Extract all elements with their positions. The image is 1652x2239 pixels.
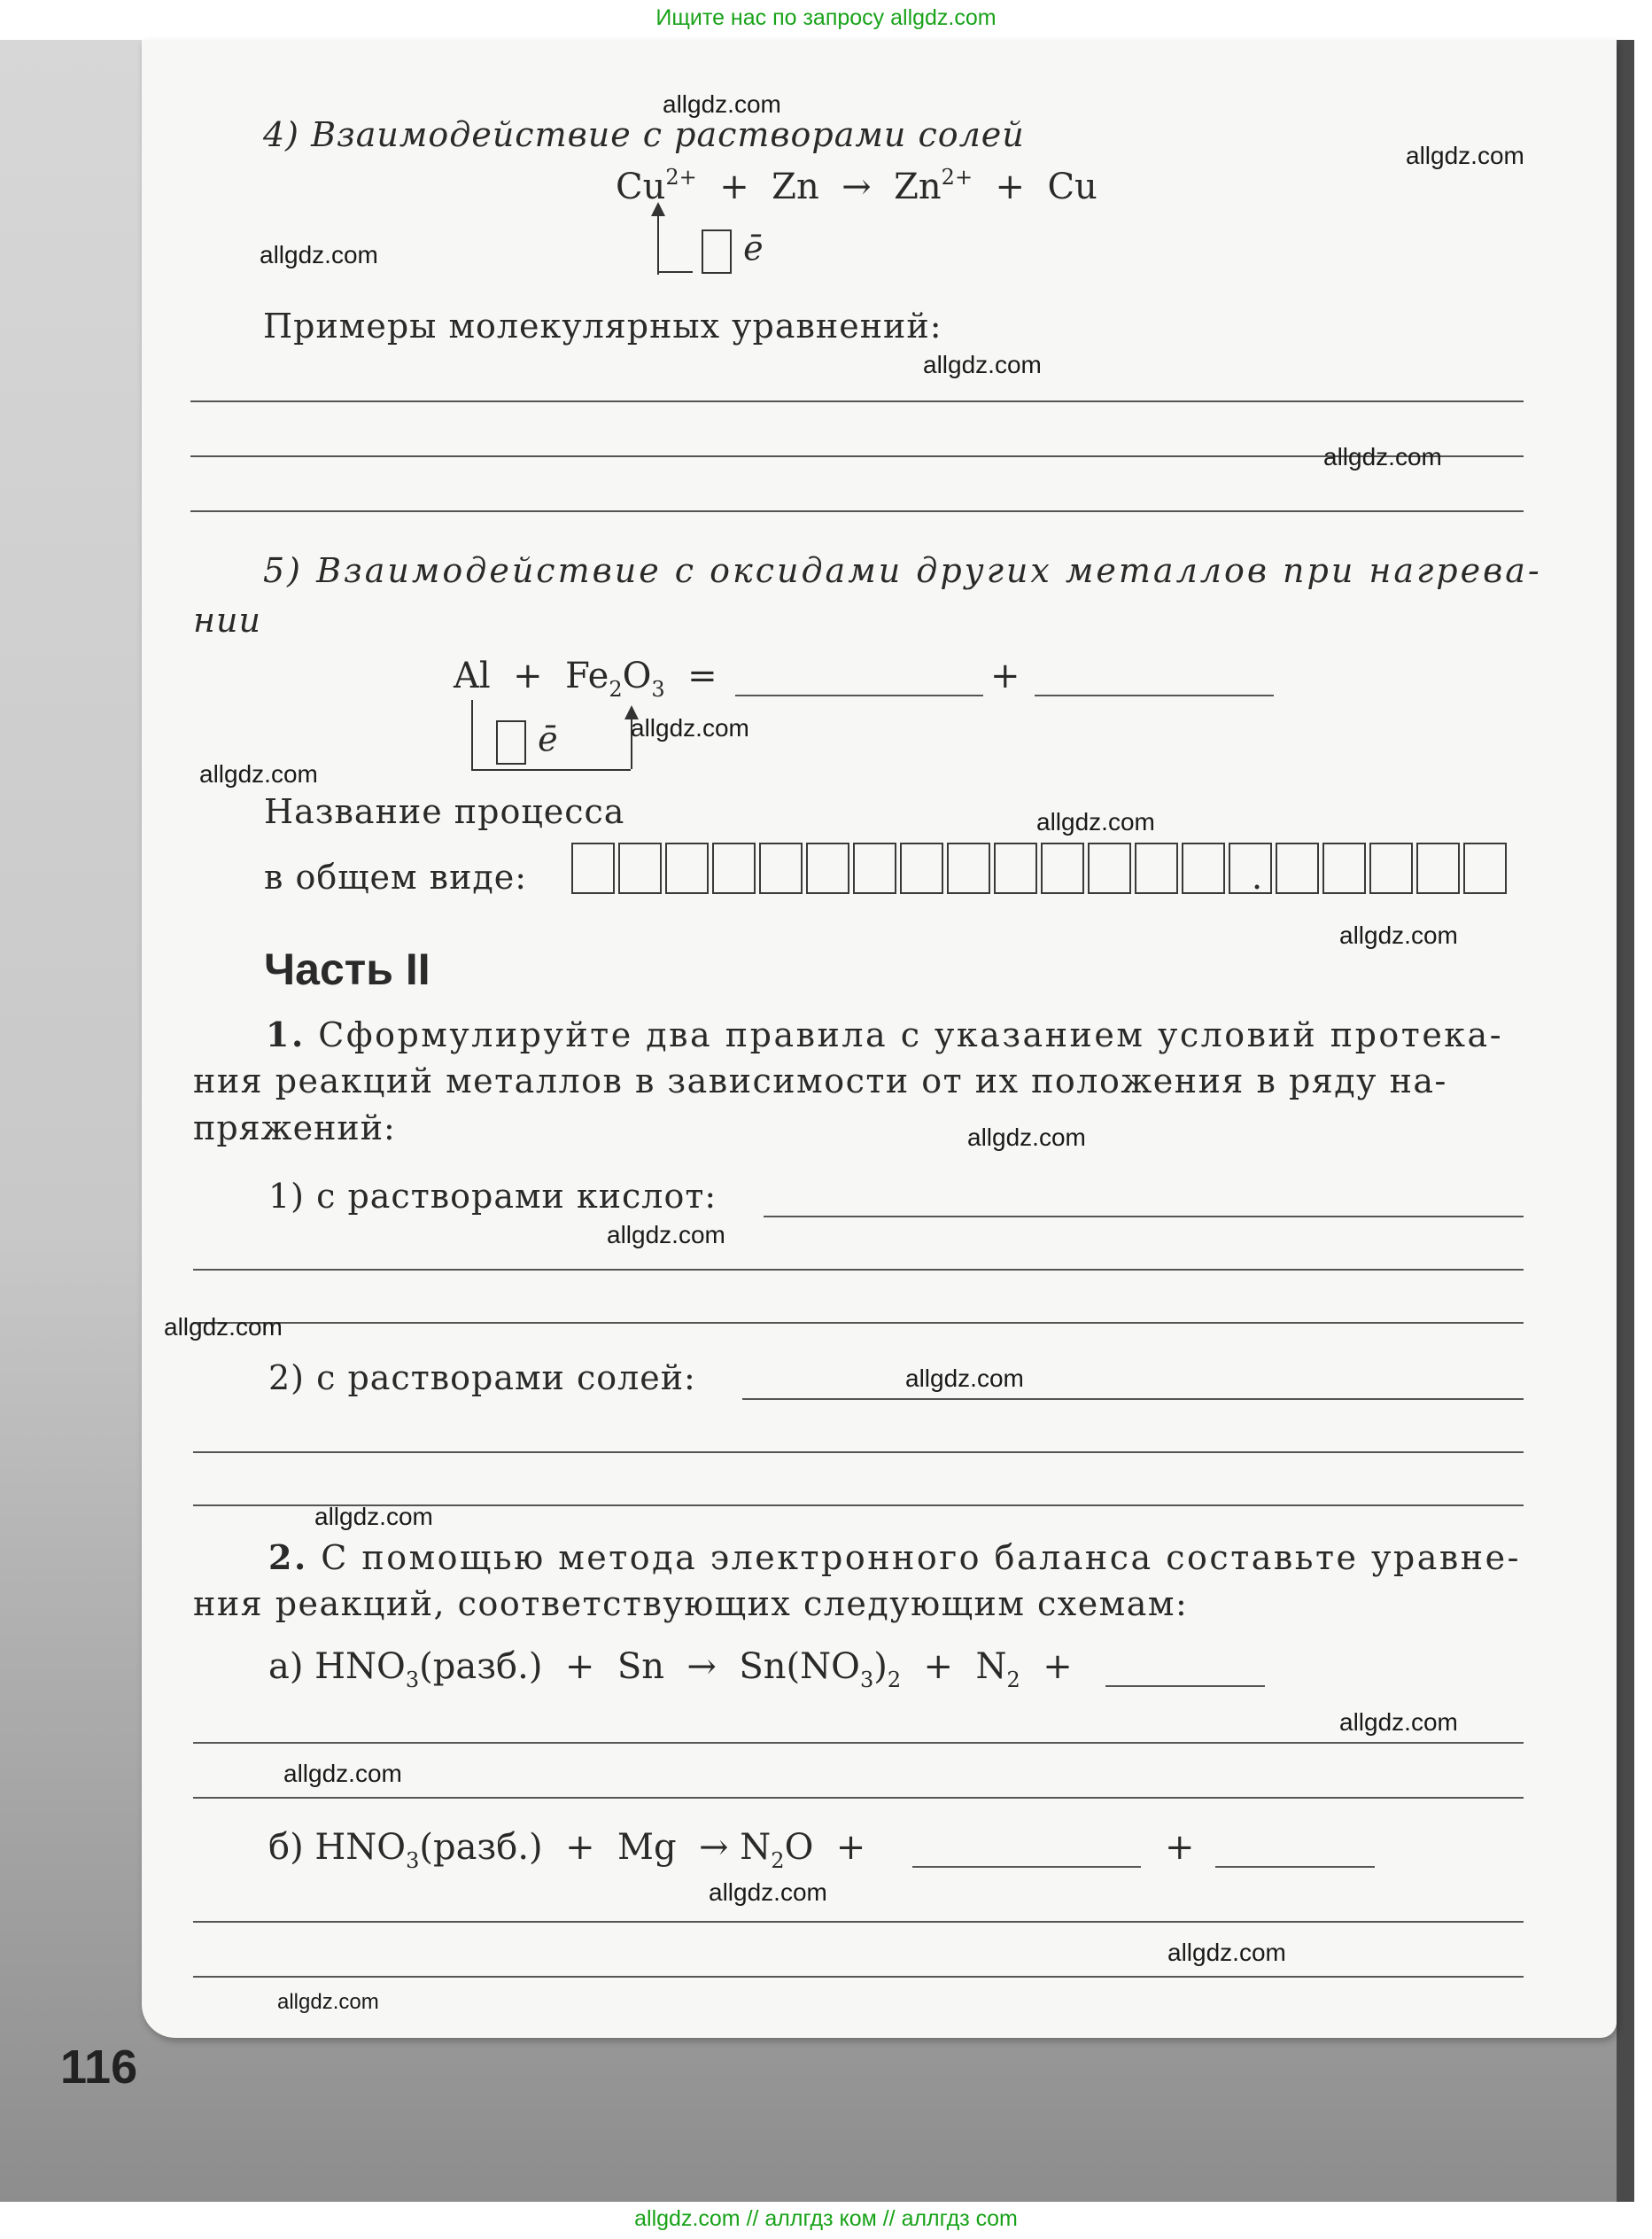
watermark: allgdz.com [1036,808,1155,836]
watermark: allgdz.com [709,1878,827,1906]
answer-line[interactable] [193,1322,1524,1324]
watermark: allgdz.com [1339,1708,1458,1736]
examples-label: Примеры молекулярных уравнений: [263,307,942,346]
electron-transfer: ē [496,719,559,765]
watermark: allgdz.com [1406,142,1524,169]
task-2-text: 2. С помощью метода электронного баланса составьте уравне- [268,1537,1521,1577]
general-form-label: в общем виде: [264,858,528,897]
task-1-text-3: пряжений: [193,1108,396,1147]
product-blank[interactable] [1035,695,1274,696]
answer-line[interactable] [193,1742,1524,1744]
task-2-text-2: ния реакций, соответствующих следующим схемам: [193,1584,1189,1623]
watermark: allgdz.com [663,90,781,118]
part-2-heading: Часть II [264,945,430,994]
page-number: 116 [60,2041,138,2094]
product-blank[interactable] [1215,1866,1375,1868]
plus-sign: + [990,656,1020,696]
watermark: allgdz.com [260,241,378,268]
watermark: allgdz.com [314,1503,433,1530]
section-5-title-cont: нии [193,601,261,640]
watermark: allgdz.com [1167,1939,1286,1966]
answer-line[interactable] [190,400,1524,402]
product-blank[interactable] [912,1866,1141,1868]
scan-edge [1617,40,1634,2202]
arrow-stem [471,700,473,771]
arrow-base [657,271,693,273]
product-blank[interactable] [1105,1685,1265,1687]
answer-line[interactable] [742,1398,1524,1400]
scheme-b: б) $HNO_3(разб.) + Mg \to N_2O$ + [268,1827,866,1873]
scheme-a: а) $HNO_3(разб.) + Sn \to Sn(NO_3)_2 + N_2$ + [268,1646,1073,1692]
electron-transfer: ē [702,229,764,274]
answer-line[interactable] [190,510,1524,512]
section-4-equation: $Cu^{2+} + Zn \to Zn^{2+} + Cu$ [616,165,1097,207]
task-1-text-2: ния реакций металлов в зависимости от их положения в ряду на- [193,1061,1447,1100]
period: . [1252,858,1264,897]
task-1-item-2: 2) с растворами солей: [268,1358,696,1397]
task-1-text: 1. Сформулируйте два правила с указанием условий протека- [266,1015,1504,1054]
watermark: allgdz.com [1323,443,1442,470]
answer-line[interactable] [193,1269,1524,1271]
watermark: allgdz.com [905,1364,1024,1392]
electron-count-box[interactable] [702,229,732,274]
watermark: allgdz.com [967,1123,1086,1151]
bottom-banner: allgdz.com // аллгдз ком // аллгдз com [634,2206,1018,2231]
arrow-base [471,769,631,771]
answer-line[interactable] [764,1216,1524,1217]
section-5-equation: $Al + Fe_2O_3$ = [454,656,717,702]
watermark: allgdz.com [277,1990,379,2014]
answer-line[interactable] [193,1976,1524,1978]
watermark: allgdz.com [923,351,1042,378]
watermark: allgdz.com [283,1760,402,1787]
electron-arrow [657,206,659,275]
watermark: allgdz.com [164,1313,283,1341]
task-1-item-1: 1) с растворами кислот: [268,1177,717,1216]
watermark: allgdz.com [631,714,749,742]
electron-count-box[interactable] [496,720,526,765]
product-blank[interactable] [735,695,983,696]
plus-sign: + [1165,1827,1195,1868]
watermark: allgdz.com [199,760,318,788]
watermark: allgdz.com [1339,921,1458,949]
watermark: allgdz.com [607,1221,725,1248]
top-banner: Ищите нас по запросу allgdz.com [655,5,997,30]
answer-line[interactable] [193,1921,1524,1923]
section-5-title: 5) Взаимодействие с оксидами других металлов при нагрева- [263,551,1542,590]
letter-cells[interactable] [571,843,1510,894]
answer-line[interactable] [193,1797,1524,1799]
answer-line[interactable] [193,1451,1524,1453]
section-4-title: 4) Взаимодействие с растворами солей [263,115,1025,154]
process-name-label: Название процесса [264,792,625,831]
